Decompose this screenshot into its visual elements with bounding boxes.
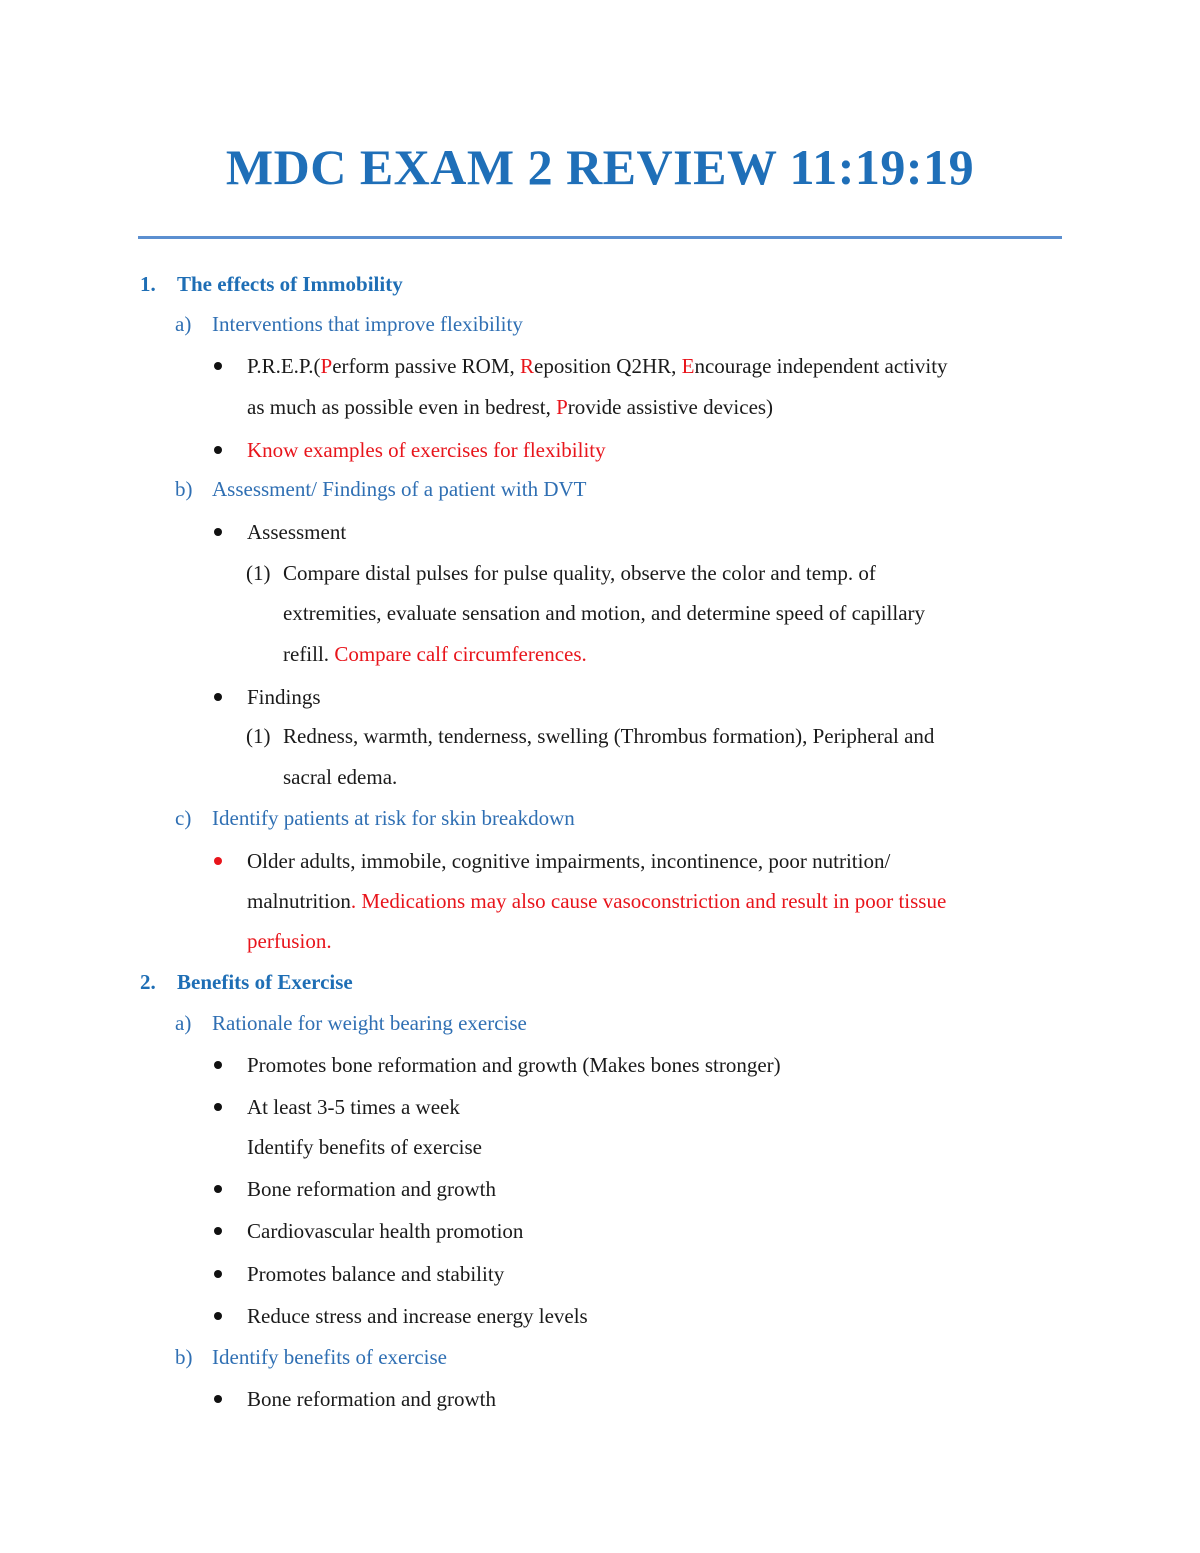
bullet-icon [214, 1312, 222, 1320]
subsection-heading: Identify benefits of exercise [212, 1345, 447, 1369]
list-item: Bone reformation and growth [247, 1387, 497, 1411]
bullet-icon [214, 1270, 222, 1278]
subsection-letter: a) [175, 312, 192, 336]
bullet-icon [214, 1061, 222, 1069]
sublist-item-continuation: extremities, evaluate sensation and motion, and determine speed of capillary [283, 601, 926, 625]
list-item: Bone reformation and growth [247, 1177, 497, 1201]
bullet-icon [214, 1227, 222, 1235]
section-heading: Benefits of Exercise [177, 970, 353, 994]
sublist-item: Redness, warmth, tenderness, swelling (Thrombus formation), Peripheral and [283, 724, 935, 748]
list-item-continuation: perfusion. [247, 929, 332, 953]
subsection-letter: b) [175, 477, 193, 501]
sublist-item-continuation: refill. Compare calf circumferences. [283, 642, 587, 666]
list-item: Promotes balance and stability [247, 1262, 505, 1286]
list-item-continuation: malnutrition. Medications may also cause vasoconstriction and result in poor tissue [247, 889, 947, 913]
list-item: Findings [247, 685, 321, 709]
bullet-icon [214, 1103, 222, 1111]
list-item-continuation: Identify benefits of exercise [247, 1135, 482, 1159]
sublist-number: (1) [246, 561, 271, 585]
section-number: 1. [140, 272, 156, 296]
list-item: Reduce stress and increase energy levels [247, 1304, 588, 1328]
list-item: Promotes bone reformation and growth (Makes bones stronger) [247, 1053, 781, 1077]
bullet-icon [214, 693, 222, 701]
section-heading: The effects of Immobility [177, 272, 403, 296]
subsection-letter: a) [175, 1011, 192, 1035]
title-divider [138, 236, 1062, 239]
bullet-icon [214, 528, 222, 536]
list-item: Know examples of exercises for flexibility [247, 438, 606, 462]
bullet-icon [214, 362, 222, 370]
list-item: Older adults, immobile, cognitive impairments, incontinence, poor nutrition/ [247, 849, 891, 873]
subsection-heading: Rationale for weight bearing exercise [212, 1011, 527, 1035]
bullet-icon [214, 1185, 222, 1193]
bullet-icon [214, 1395, 222, 1403]
list-item: At least 3-5 times a week [247, 1095, 460, 1119]
list-item: Cardiovascular health promotion [247, 1219, 524, 1243]
sublist-item: Compare distal pulses for pulse quality, observe the color and temp. of [283, 561, 876, 585]
subsection-letter: c) [175, 806, 192, 830]
list-item: Assessment [247, 520, 347, 544]
list-item: P.R.E.P.(Perform passive ROM, Reposition Q2HR, Encourage independent activity [247, 354, 948, 378]
bullet-icon [214, 857, 222, 865]
subsection-heading: Assessment/ Findings of a patient with DVT [212, 477, 587, 501]
bullet-icon [214, 446, 222, 454]
sublist-item-continuation: sacral edema. [283, 765, 398, 789]
subsection-letter: b) [175, 1345, 193, 1369]
subsection-heading: Interventions that improve flexibility [212, 312, 523, 336]
section-number: 2. [140, 970, 156, 994]
sublist-number: (1) [246, 724, 271, 748]
page-title: MDC EXAM 2 REVIEW 11:19:19 [225, 139, 975, 195]
list-item-continuation: as much as possible even in bedrest, Provide assistive devices) [247, 395, 774, 419]
subsection-heading: Identify patients at risk for skin breakdown [212, 806, 575, 830]
